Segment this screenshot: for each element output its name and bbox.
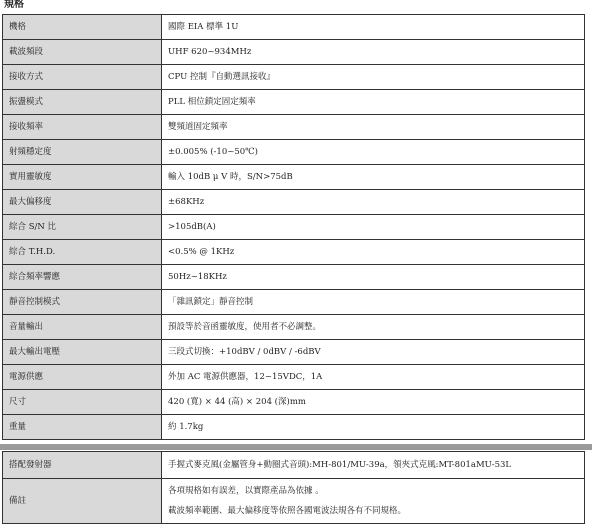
- spec-label: 電源供應: [3, 365, 162, 390]
- table-row: [3, 90, 585, 115]
- spec-label: 綜合 T.H.D.: [3, 240, 162, 265]
- table-row: [3, 65, 585, 90]
- spec-value: 預設等於音函靈敏度，使用者不必調整。: [162, 315, 585, 340]
- table-row: [3, 290, 585, 315]
- spec-label: 尺寸: [3, 390, 162, 415]
- spec-label: 綜合 S/N 比: [3, 215, 162, 240]
- spec-value: PLL 相位鎖定固定頻率: [162, 90, 585, 115]
- spec-value: 雙頻道固定頻率: [162, 115, 585, 140]
- section-title: 規格: [4, 0, 24, 10]
- spec-value: 420 (寬) × 44 (高) × 204 (深)mm: [162, 390, 585, 415]
- spec-value: ±0.005% (-10~50℃): [162, 140, 585, 165]
- spec-value: UHF 620~934MHz: [162, 40, 585, 65]
- remark-label: 備註: [3, 479, 162, 524]
- remark-value: [162, 479, 585, 524]
- spec-label: 機格: [3, 15, 162, 40]
- transmitter-label: 搭配發射器: [3, 452, 162, 479]
- spec-label: 接收方式: [3, 65, 162, 90]
- table-row: [3, 240, 585, 265]
- spec-value: CPU 控制『自動選訊接收』: [162, 65, 585, 90]
- spec-value: 50Hz~18KHz: [162, 265, 585, 290]
- table-row: [3, 40, 585, 65]
- table-row: [3, 165, 585, 190]
- spec-label: 射頻穩定度: [3, 140, 162, 165]
- spec-label: 靜音控制模式: [3, 290, 162, 315]
- spec-label: 重量: [3, 415, 162, 440]
- spec-label: 接收頻率: [3, 115, 162, 140]
- spec-value: 約 1.7kg: [162, 415, 585, 440]
- table-row: [3, 190, 585, 215]
- table-row: [3, 140, 585, 165]
- table-row: [3, 340, 585, 365]
- table-row: [3, 15, 585, 40]
- spec-value: <0.5% @ 1KHz: [162, 240, 585, 265]
- spec-value: >105dB(A): [162, 215, 585, 240]
- spec-value: ±68KHz: [162, 190, 585, 215]
- spec-value: 三段式切換：+10dBV / 0dBV / -6dBV: [162, 340, 585, 365]
- table-row: [3, 415, 585, 440]
- spec-label: 振盪模式: [3, 90, 162, 115]
- table-row: [3, 115, 585, 140]
- spec-label: 最大輸出電壓: [3, 340, 162, 365]
- table-row: [3, 452, 585, 479]
- remark-line: 各項規格如有誤差，以實際產品為依據 。: [168, 486, 324, 496]
- transmitter-value: 手握式麥克風(金屬管身+動圈式音頭):MH-801/MU-39a，領夾式克風:MT-801aMU-53L: [162, 452, 585, 479]
- section-divider: [0, 444, 592, 450]
- table-row: [3, 215, 585, 240]
- remark-line: 載波頻率範圍、最大偏移度等依照各國電波法規各有不同規格。: [168, 506, 407, 516]
- spec-value: 「雜訊鎖定」靜音控制: [162, 290, 585, 315]
- table-row: [3, 365, 585, 390]
- table-row: [3, 265, 585, 290]
- table-row: [3, 315, 585, 340]
- spec-label: 載波頻段: [3, 40, 162, 65]
- notes-table: [2, 451, 585, 524]
- table-row: [3, 390, 585, 415]
- spec-label: 綜合頻率響應: [3, 265, 162, 290]
- spec-label: 實用靈敏度: [3, 165, 162, 190]
- spec-label: 最大偏移度: [3, 190, 162, 215]
- spec-table: [2, 14, 585, 440]
- table-row: [3, 479, 585, 524]
- spec-label: 音量輸出: [3, 315, 162, 340]
- spec-value: 外加 AC 電源供應器，12~15VDC，1A: [162, 365, 585, 390]
- spec-value: 國際 EIA 標準 1U: [162, 15, 585, 40]
- spec-value: 輸入 10dB μ V 時，S/N>75dB: [162, 165, 585, 190]
